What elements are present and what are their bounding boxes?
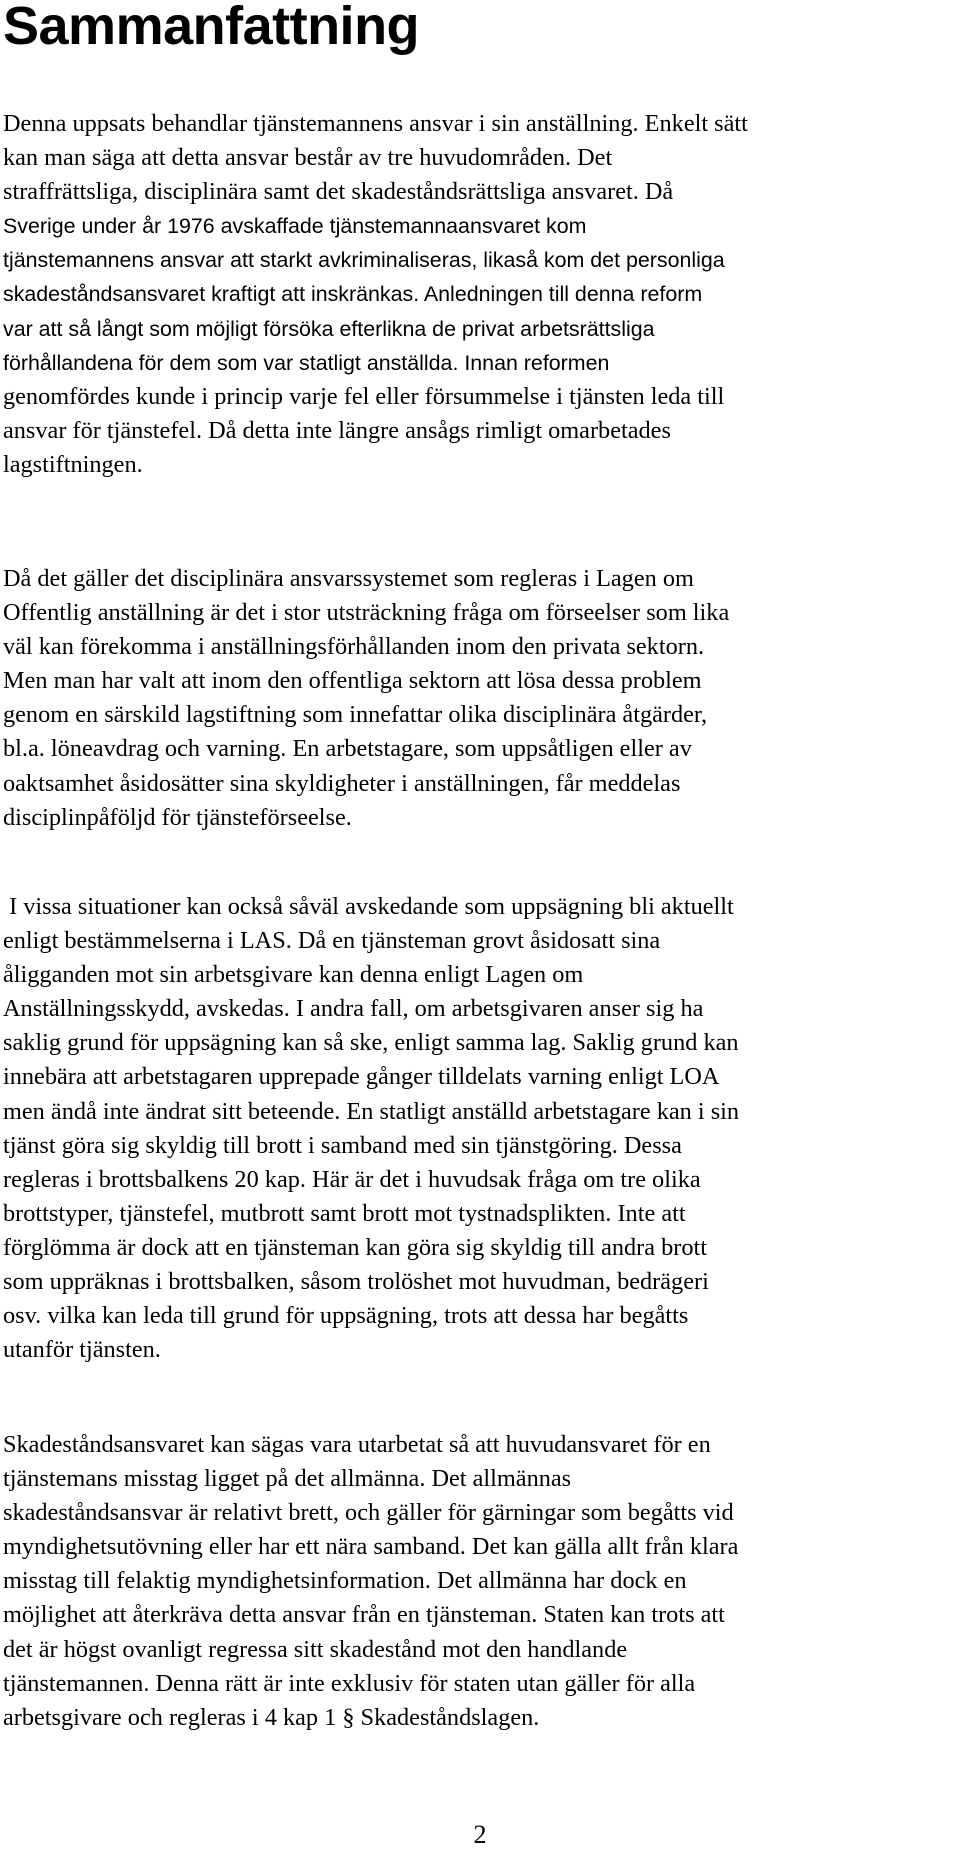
text-line: bl.a. löneavdrag och varning. En arbetstagare, som uppsåtligen eller av bbox=[3, 735, 692, 763]
text-line: osv. vilka kan leda till grund för uppsägning, trots att dessa har begåtts bbox=[3, 1302, 689, 1330]
text-line: myndighetsutövning eller har ett nära samband. Det kan gälla allt från klara bbox=[3, 1533, 739, 1561]
paragraph-1 bbox=[3, 107, 960, 482]
text-line: Anställningsskydd, avskedas. I andra fall, om arbetsgivaren anser sig ha bbox=[3, 995, 704, 1023]
text-line: regleras i brottsbalkens 20 kap. Här är det i huvudsak fråga om tre olika bbox=[3, 1165, 701, 1193]
paragraph-3 bbox=[3, 890, 960, 1367]
text-line: tjänstemannen. Denna rätt är inte exklusiv för staten utan gäller för alla bbox=[3, 1669, 696, 1697]
text-line: åligganden mot sin arbetsgivare kan denna enligt Lagen om bbox=[3, 961, 584, 989]
text-line: som uppräknas i brottsbalken, såsom trolöshet mot huvudman, bedrägeri bbox=[3, 1268, 709, 1296]
text-line: disciplinpåföljd för tjänsteförseelse. bbox=[3, 803, 352, 831]
page-number: 2 bbox=[473, 1820, 487, 1849]
text-line: arbetsgivare och regleras i 4 kap 1 § Skadeståndslagen. bbox=[3, 1703, 540, 1731]
text-line: tjänstemannens ansvar att starkt avkriminaliseras, likaså kom det personliga bbox=[3, 248, 725, 273]
text-line: tjänst göra sig skyldig till brott i samband med sin tjänstgöring. Dessa bbox=[3, 1131, 682, 1159]
text-line: utanför tjänsten. bbox=[3, 1336, 161, 1364]
text-line: väl kan förekomma i anställningsförhållanden inom den privata sektorn. bbox=[3, 633, 705, 661]
text-line: misstag till felaktig myndighetsinformation. Det allmänna har dock en bbox=[3, 1567, 687, 1595]
text-line: förhållandena för dem som var statligt anställda. Innan reformen bbox=[3, 350, 610, 375]
text-line: genom en särskild lagstiftning som innefattar olika disciplinära åtgärder, bbox=[3, 701, 708, 729]
text-line: Då det gäller det disciplinära ansvarssystemet som regleras i Lagen om bbox=[3, 565, 694, 592]
text-line: Sverige under år 1976 avskaffade tjänstemannaansvaret kom bbox=[3, 214, 587, 239]
text-line: var att så långt som möjligt försöka efterlikna de privat arbetsrättsliga bbox=[3, 316, 655, 341]
text-line: enligt bestämmelserna i LAS. Då en tjänsteman grovt åsidosatt sina bbox=[3, 927, 661, 955]
text-line: förglömma är dock att en tjänsteman kan göra sig skyldig till andra brott bbox=[3, 1233, 707, 1261]
text-line: straffrättsliga, disciplinära samt det skadeståndsrättsliga ansvaret. Då bbox=[3, 178, 674, 206]
text-line: saklig grund för uppsägning kan så ske, enligt samma lag. Saklig grund kan bbox=[3, 1029, 739, 1057]
text-line: genomfördes kunde i princip varje fel eller försummelse i tjänsten leda till bbox=[3, 382, 725, 410]
text-line: lagstiftningen. bbox=[3, 450, 143, 478]
text-line: Skadeståndsansvaret kan sägas vara utarbetat så att huvudansvaret för en bbox=[3, 1431, 711, 1458]
text-line: Men man har valt att inom den offentliga sektorn att lösa dessa problem bbox=[3, 667, 702, 695]
text-line: skadeståndsansvaret kraftigt att inskränkas. Anledningen till denna reform bbox=[3, 282, 703, 307]
text-line: I vissa situationer kan också såväl avskedande som uppsägning bli aktuellt bbox=[3, 893, 734, 920]
text-line: ansvar för tjänstefel. Då detta inte längre ansågs rimligt omarbetades bbox=[3, 416, 671, 444]
text-line: oaktsamhet åsidosätter sina skyldigheter i anställningen, får meddelas bbox=[3, 769, 681, 797]
paragraph-4 bbox=[3, 1428, 960, 1735]
text-line: Offentlig anställning är det i stor utsträckning fråga om förseelser som lika bbox=[3, 599, 730, 627]
text-line: det är högst ovanligt regressa sitt skadestånd mot den handlande bbox=[3, 1635, 628, 1663]
text-line: brottstyper, tjänstefel, mutbrott samt brott mot tystnadsplikten. Inte att bbox=[3, 1199, 686, 1227]
text-line: kan man säga att detta ansvar består av tre huvudområden. Det bbox=[3, 144, 613, 172]
text-line: men ändå inte ändrat sitt beteende. En statligt anställd arbetstagare kan i sin bbox=[3, 1097, 740, 1125]
page-title: Sammanfattning bbox=[3, 0, 420, 56]
text-line: tjänstemans misstag ligget på det allmänna. Det allmännas bbox=[3, 1465, 572, 1493]
text-line: Denna uppsats behandlar tjänstemannens ansvar i sin anställning. Enkelt sätt bbox=[3, 110, 748, 137]
paragraph-2 bbox=[3, 562, 960, 835]
text-line: skadeståndsansvar är relativt brett, och gäller för gärningar som begåtts vid bbox=[3, 1499, 734, 1527]
text-line: möjlighet att återkräva detta ansvar från en tjänsteman. Staten kan trots att bbox=[3, 1601, 725, 1629]
text-line: innebära att arbetstagaren upprepade gånger tilldelats varning enligt LOA bbox=[3, 1063, 720, 1091]
